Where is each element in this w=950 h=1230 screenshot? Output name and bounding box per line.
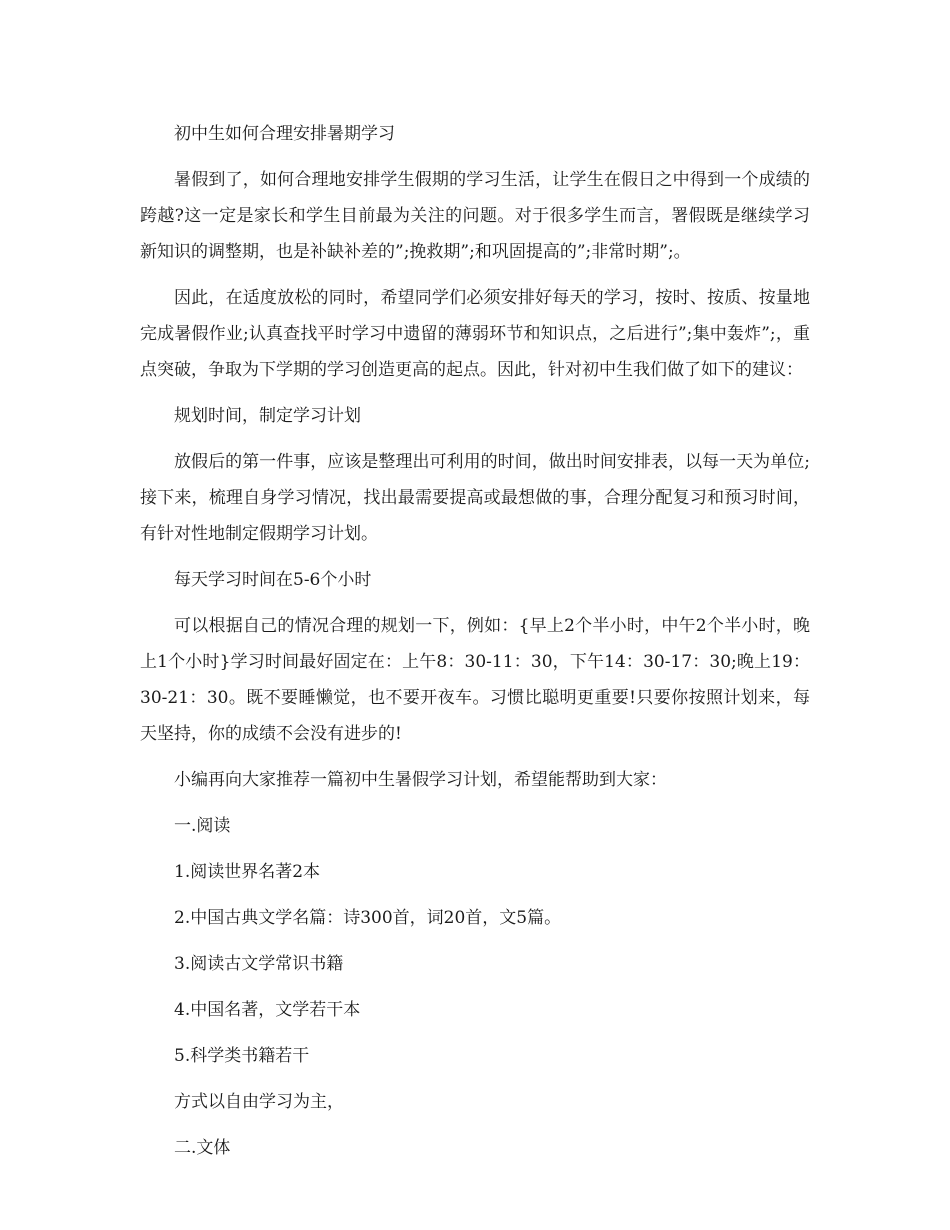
list-heading-sports: 二.文体 [174,1138,231,1158]
section-heading-plan: 规划时间，制定学习计划 [174,406,361,426]
paragraph-hours: 可以根据自己的情况合理的规划一下，例如：{早上2个半小时，中午2个半小时，晚上1个小时}学习时间最好固定在：上午8：30-11：30，下午14：30-17：30;晚上19：30-21：30。既不要睡懒觉，也不要开夜车。习惯比聪明更重要!只要你按照计划来，每天坚持，你的成绩不会没有进步的! [140,616,810,744]
document-body [140,116,810,1176]
document-title: 初中生如何合理安排暑期学习 [174,124,395,144]
section-heading-hours: 每天学习时间在5-6个小时 [174,570,372,590]
list-item: 5.科学类书籍若干 [174,1046,310,1066]
list-item: 3.阅读古文学常识书籍 [174,954,344,974]
list-item: 4.中国名著，文学若干本 [174,1000,361,1020]
paragraph-plan: 放假后的第一件事，应该是整理出可利用的时间，做出时间安排表，以每一天为单位;接下来，梳理自身学习情况，找出最需要提高或最想做的事，合理分配复习和预习时间，有针对性地制定假期学习计划。 [140,452,810,544]
list-item: 1.阅读世界名著2本 [174,862,321,882]
list-heading-reading: 一.阅读 [174,816,231,836]
paragraph-recommend: 小编再向大家推荐一篇初中生暑假学习计划，希望能帮助到大家： [174,770,667,790]
list-item: 2.中国古典文学名篇：诗300首，词20首，文5篇。 [174,908,562,928]
paragraph-advice: 因此，在适度放松的同时，希望同学们必须安排好每天的学习，按时、按质、按量地完成暑假作业;认真查找平时学习中遗留的薄弱环节和知识点，之后进行”;集中轰炸”;，重点突破，争取为下学期的学习创造更高的起点。因此，针对初中生我们做了如下的建议： [140,288,810,380]
paragraph-intro: 暑假到了，如何合理地安排学生假期的学习生活，让学生在假日之中得到一个成绩的跨越?这一定是家长和学生目前最为关注的问题。对于很多学生而言，署假既是继续学习新知识的调整期，也是补缺补差的”;挽救期”;和巩固提高的”;非常时期”;。 [140,170,810,262]
paragraph-method: 方式以自由学习为主， [174,1092,344,1112]
